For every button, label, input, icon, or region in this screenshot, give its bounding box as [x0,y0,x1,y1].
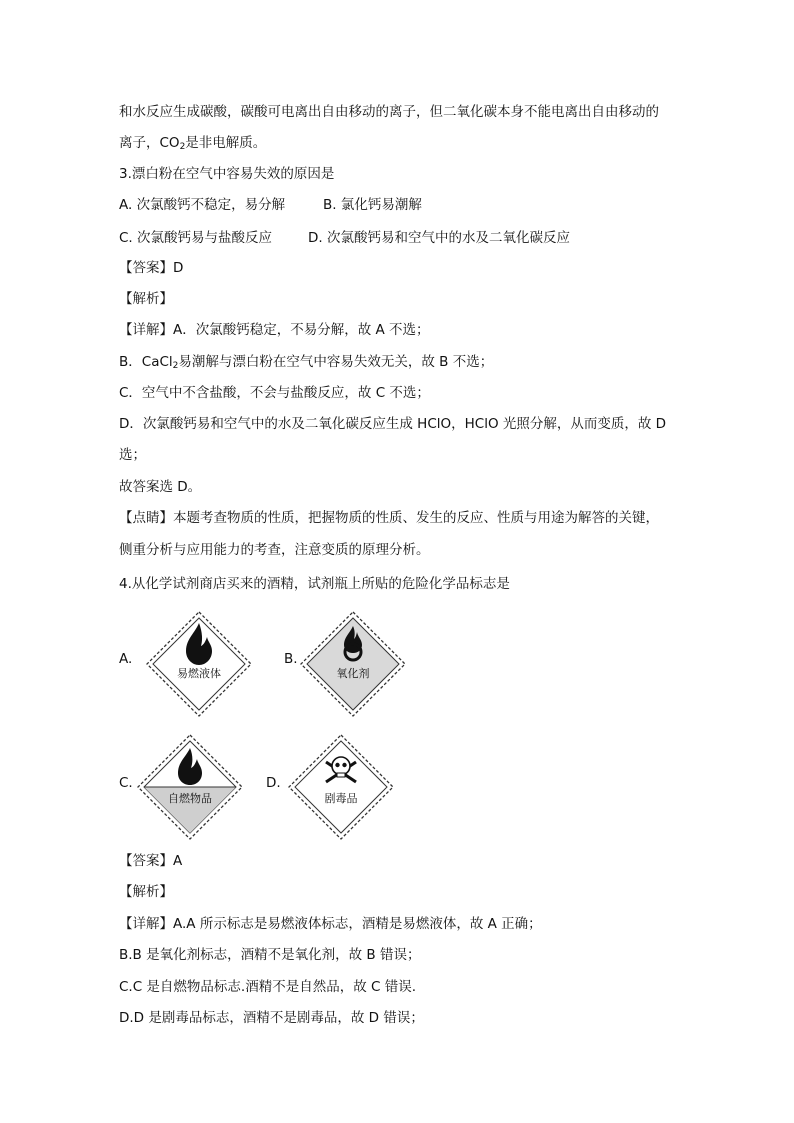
question-4-stem: 4.从化学试剂商店买来的酒精，试剂瓶上所贴的危险化学品标志是 [119,576,510,592]
text-span: 是非电解质。 [185,135,267,151]
toxic-substance-sign [286,732,396,842]
detail-line: C．空气中不含盐酸，不会与盐酸反应，故 C 不选； [119,385,430,401]
subscript: 2 [179,142,186,152]
spontaneous-combustion-sign [135,732,245,842]
option-a: A. 次氯酸钙不稳定，易分解 [119,197,286,213]
detail-line: 故答案选 D。 [119,479,202,495]
oxidizer-sign [298,609,408,719]
detail-line [119,352,493,376]
option-b: B. 氯化钙易潮解 [323,197,422,213]
subscript: 2 [172,361,179,371]
detail-line: C.C 是自燃物品标志.酒精不是自然品，故 C 错误. [119,979,417,995]
detail-line: 【详解】A.A 所示标志是易燃液体标志，酒精是易燃液体，故 A 正确； [119,916,542,932]
option-c: C. 次氯酸钙易与盐酸反应 [119,230,273,246]
option-c-label: C. [119,775,133,791]
sign-label: 氧化剂 [336,667,370,680]
detail-line: D.D 是剧毒品标志，酒精不是剧毒品，故 D 错误； [119,1010,424,1026]
sign-label: 自燃物品 [168,792,212,805]
option-d-label: D. [266,775,281,791]
text-span: 离子，CO [119,135,180,151]
text-span: B．CaCl [119,354,173,370]
text-line: 和水反应生成碳酸，碳酸可电离出自由移动的离子，但二氧化碳本身不能电离出自由移动的 [119,104,659,120]
text-span: 易潮解与漂白粉在空气中容易失效无关，故 B 不选； [178,354,494,370]
flammable-liquid-sign [144,609,254,719]
sign-label: 剧毒品 [324,792,358,805]
answer-line: 【答案】A [119,853,183,869]
sign-label: 易燃液体 [177,667,221,680]
key-point-line: 【点睛】本题考查物质的性质，把握物质的性质、发生的反应、性质与用途为解答的关键， [119,510,659,526]
detail-line: B.B 是氧化剂标志，酒精不是氧化剂，故 B 错误； [119,947,421,963]
option-b-label: B. [284,651,298,667]
option-d: D. 次氯酸钙易和空气中的水及二氧化碳反应 [308,230,570,246]
detail-line: 选； [119,447,146,463]
detail-line: 【详解】A．次氯酸钙稳定，不易分解，故 A 不选； [119,322,430,338]
answer-line: 【答案】D [119,260,184,276]
analysis-heading: 【解析】 [119,291,173,307]
option-a-label: A. [119,651,133,667]
detail-line: D．次氯酸钙易和空气中的水及二氧化碳反应生成 HClO，HClO 光照分解，从而变质，故 D [119,416,667,432]
question-3-stem: 3.漂白粉在空气中容易失效的原因是 [119,166,335,182]
text-line [119,133,266,157]
analysis-heading: 【解析】 [119,884,173,900]
key-point-line: 侧重分析与应用能力的考查，注意变质的原理分析。 [119,542,430,558]
